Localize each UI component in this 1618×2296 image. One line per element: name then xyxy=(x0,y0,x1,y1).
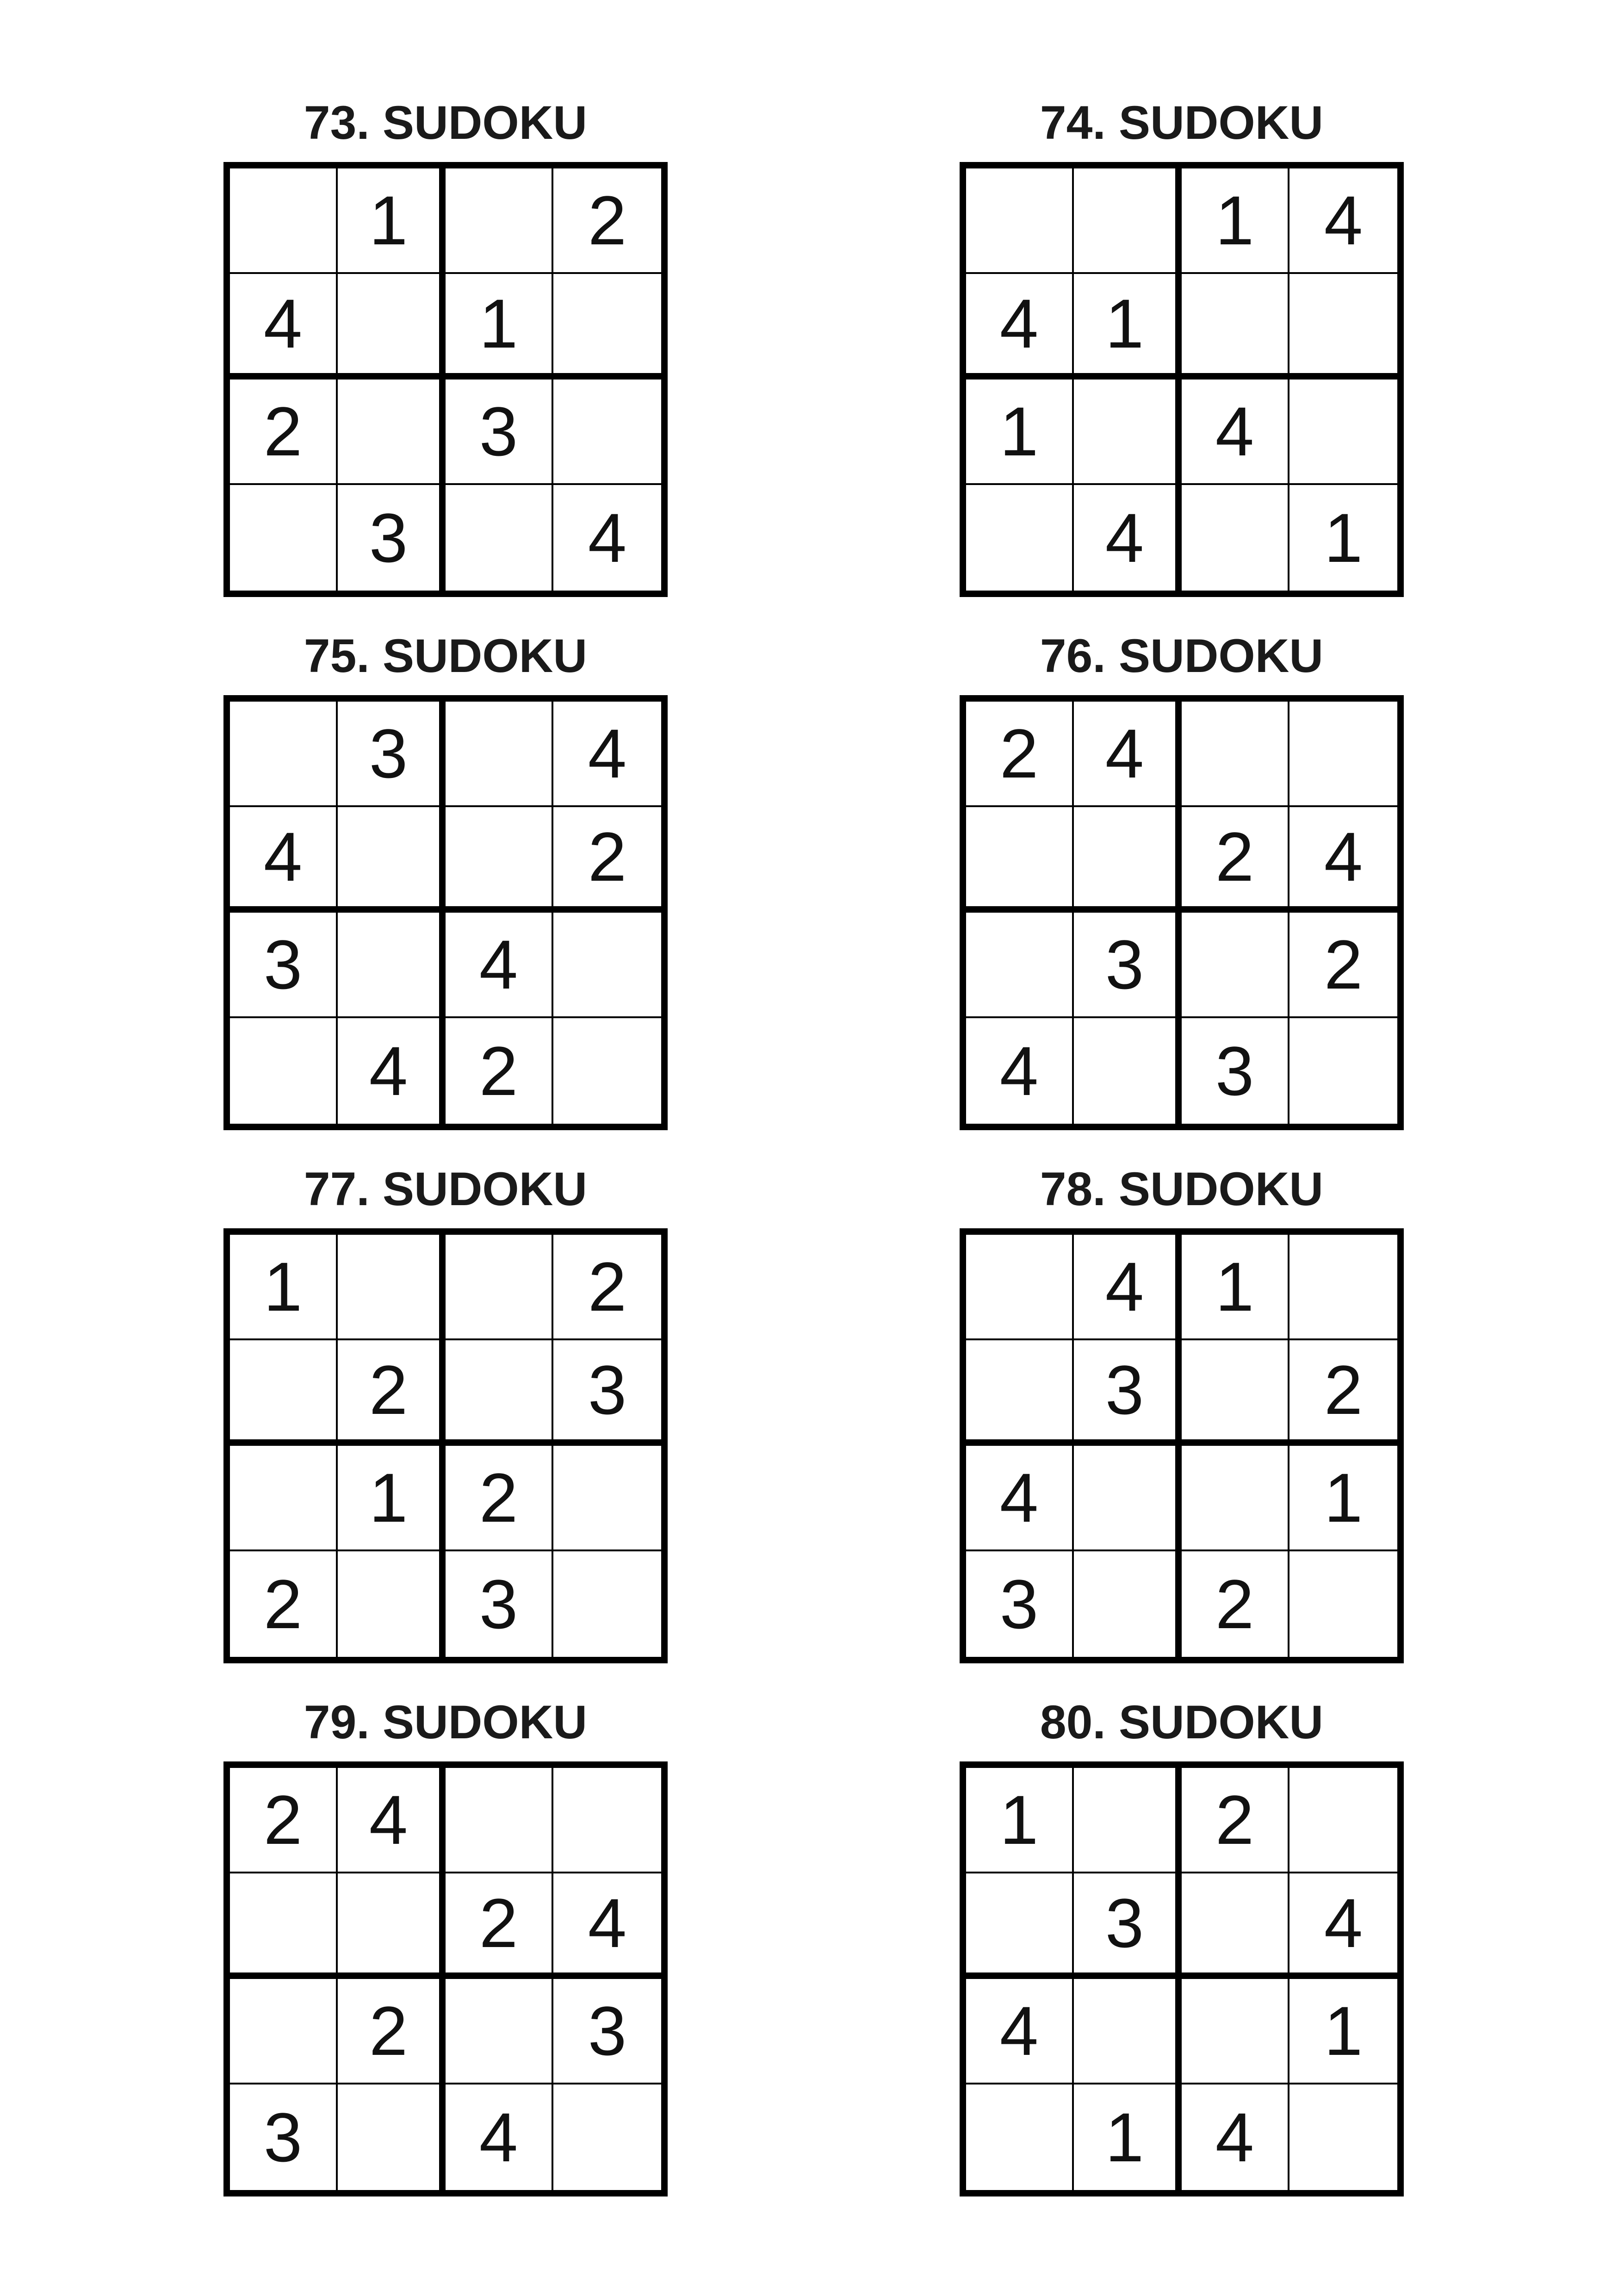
sudoku-cell[interactable] xyxy=(338,807,446,913)
sudoku-cell[interactable]: 3 xyxy=(1074,1873,1182,1979)
sudoku-cell[interactable]: 4 xyxy=(966,1446,1074,1551)
sudoku-cell[interactable]: 1 xyxy=(1324,498,1363,577)
sudoku-cell[interactable] xyxy=(338,1873,446,1979)
sudoku-cell[interactable]: 3 xyxy=(446,1551,553,1657)
sudoku-cell[interactable]: 1 xyxy=(1074,274,1182,380)
sudoku-cell[interactable]: 4 xyxy=(588,498,627,577)
sudoku-cell[interactable]: 2 xyxy=(338,1340,446,1446)
sudoku-cell[interactable] xyxy=(230,702,338,807)
sudoku-cell[interactable]: 2 xyxy=(446,1018,553,1124)
sudoku-cell[interactable]: 2 xyxy=(1289,913,1397,1018)
sudoku-cell[interactable]: 1 xyxy=(1289,1979,1397,2084)
sudoku-cell[interactable] xyxy=(1182,1340,1289,1446)
sudoku-cell[interactable] xyxy=(1182,702,1289,807)
puzzle-title: 74. SUDOKU xyxy=(1040,96,1324,149)
puzzle-title: 80. SUDOKU xyxy=(1040,1696,1324,1748)
sudoku-cell[interactable]: 4 xyxy=(1074,702,1182,807)
sudoku-cell[interactable]: 4 xyxy=(230,274,338,380)
sudoku-cell[interactable] xyxy=(966,807,1074,913)
sudoku-cell[interactable]: 3 xyxy=(1074,1340,1182,1446)
sudoku-cell[interactable] xyxy=(1289,380,1397,485)
sudoku-cell[interactable]: 3 xyxy=(553,1979,661,2084)
sudoku-cell[interactable] xyxy=(446,702,553,807)
sudoku-cell[interactable] xyxy=(338,380,446,485)
sudoku-cell[interactable]: 4 xyxy=(1074,485,1182,591)
sudoku-cell[interactable] xyxy=(230,168,338,274)
sudoku-cell[interactable] xyxy=(1289,1018,1397,1124)
sudoku-cell[interactable] xyxy=(553,274,661,380)
sudoku-cell[interactable]: 4 xyxy=(966,1979,1074,2084)
sudoku-cell[interactable] xyxy=(446,1340,553,1446)
sudoku-cell[interactable] xyxy=(966,1873,1074,1979)
sudoku-cell[interactable]: 3 xyxy=(1182,1018,1289,1124)
sudoku-cell[interactable]: 2 xyxy=(446,1446,553,1551)
sudoku-cell[interactable]: 1 xyxy=(966,380,1074,485)
sudoku-cell[interactable]: 1 xyxy=(1182,1235,1289,1340)
puzzle-title: 75. SUDOKU xyxy=(304,629,588,682)
sudoku-grid xyxy=(960,162,1404,597)
sudoku-grid xyxy=(223,1228,668,1663)
sudoku-cell[interactable] xyxy=(1289,1235,1397,1340)
sudoku-grid xyxy=(960,1761,1404,2196)
sudoku-cell[interactable] xyxy=(1074,168,1182,274)
sudoku-cell[interactable] xyxy=(446,1979,553,2084)
sudoku-cell[interactable] xyxy=(338,1551,446,1657)
sudoku-cell[interactable]: 1 xyxy=(966,1768,1074,1873)
sudoku-cell[interactable] xyxy=(1074,807,1182,913)
sudoku-cell[interactable]: 2 xyxy=(230,1768,338,1873)
sudoku-cell[interactable]: 2 xyxy=(966,702,1074,807)
sudoku-cell[interactable] xyxy=(966,1235,1074,1340)
sudoku-cell[interactable] xyxy=(553,380,661,485)
sudoku-cell[interactable] xyxy=(230,1018,338,1124)
sudoku-cell[interactable] xyxy=(1074,1768,1182,1873)
sudoku-cell[interactable]: 3 xyxy=(966,1551,1074,1657)
sudoku-cell[interactable]: 3 xyxy=(338,485,446,591)
sudoku-cell[interactable]: 3 xyxy=(553,1340,661,1446)
sudoku-cell[interactable]: 2 xyxy=(446,1873,553,1979)
sudoku-cell[interactable] xyxy=(966,1340,1074,1446)
sudoku-cell[interactable] xyxy=(1182,913,1289,1018)
sudoku-cell[interactable] xyxy=(1289,1768,1397,1873)
sudoku-cell[interactable] xyxy=(446,168,553,274)
sudoku-cell[interactable]: 2 xyxy=(553,168,661,274)
sudoku-cell[interactable]: 1 xyxy=(446,274,553,380)
puzzle-title: 73. SUDOKU xyxy=(304,96,588,149)
sudoku-cell[interactable] xyxy=(1074,380,1182,485)
sudoku-cell[interactable] xyxy=(338,1235,446,1340)
sudoku-cell[interactable] xyxy=(446,807,553,913)
sudoku-cell[interactable] xyxy=(1182,1979,1289,2084)
sudoku-cell[interactable]: 4 xyxy=(553,1873,661,1979)
sudoku-cell[interactable]: 4 xyxy=(1182,2084,1289,2190)
sudoku-cell[interactable]: 2 xyxy=(230,1551,338,1657)
sudoku-cell[interactable] xyxy=(966,2084,1074,2190)
sudoku-cell[interactable] xyxy=(338,913,446,1018)
sudoku-cell[interactable] xyxy=(338,274,446,380)
sudoku-cell[interactable] xyxy=(230,1446,338,1551)
sudoku-cell[interactable] xyxy=(1182,1873,1289,1979)
sudoku-cell[interactable] xyxy=(1074,1979,1182,2084)
sudoku-cell[interactable] xyxy=(966,913,1074,1018)
sudoku-grid xyxy=(223,1761,668,2196)
sudoku-cell[interactable] xyxy=(338,2084,446,2190)
sudoku-cell[interactable]: 3 xyxy=(446,380,553,485)
sudoku-grid xyxy=(223,695,668,1130)
sudoku-cell[interactable] xyxy=(553,1018,661,1124)
sudoku-cell[interactable]: 1 xyxy=(338,1446,446,1551)
sudoku-grid xyxy=(960,695,1404,1130)
sudoku-cell[interactable]: 4 xyxy=(553,702,661,807)
sudoku-cell[interactable]: 1 xyxy=(230,1235,338,1340)
sudoku-cell[interactable]: 2 xyxy=(338,1979,446,2084)
sudoku-cell[interactable]: 3 xyxy=(1074,913,1182,1018)
sudoku-cell[interactable] xyxy=(446,485,553,591)
sudoku-cell[interactable]: 2 xyxy=(1289,1340,1397,1446)
sudoku-grid xyxy=(223,162,668,597)
sudoku-cell[interactable] xyxy=(1182,274,1289,380)
sudoku-cell[interactable] xyxy=(1182,485,1289,591)
puzzle-title: 77. SUDOKU xyxy=(304,1163,588,1215)
sudoku-cell[interactable]: 4 xyxy=(966,274,1074,380)
puzzle-title: 79. SUDOKU xyxy=(304,1696,588,1748)
sudoku-cell[interactable] xyxy=(1289,702,1397,807)
sudoku-cell[interactable] xyxy=(553,2084,661,2190)
sudoku-cell[interactable]: 2 xyxy=(1182,1768,1289,1873)
puzzle-title: 78. SUDOKU xyxy=(1040,1163,1324,1215)
sudoku-cell[interactable]: 4 xyxy=(230,807,338,913)
sudoku-cell[interactable]: 4 xyxy=(966,1018,1074,1124)
sudoku-cell[interactable]: 2 xyxy=(1182,807,1289,913)
sudoku-cell[interactable] xyxy=(1289,2084,1397,2190)
sudoku-cell[interactable] xyxy=(1074,1551,1182,1657)
sudoku-cell[interactable]: 4 xyxy=(1289,1873,1397,1979)
sudoku-cell[interactable] xyxy=(230,1340,338,1446)
sudoku-cell[interactable]: 1 xyxy=(338,168,446,274)
sudoku-cell[interactable]: 3 xyxy=(338,702,446,807)
sudoku-cell[interactable]: 4 xyxy=(446,913,553,1018)
sudoku-cell[interactable]: 3 xyxy=(230,913,338,1018)
sudoku-cell[interactable]: 2 xyxy=(553,807,661,913)
sudoku-cell[interactable] xyxy=(230,1979,338,2084)
sudoku-cell[interactable]: 2 xyxy=(553,1235,661,1340)
sudoku-cell[interactable] xyxy=(230,1873,338,1979)
sudoku-cell[interactable]: 4 xyxy=(1074,1235,1182,1340)
sudoku-cell[interactable]: 1 xyxy=(1074,2084,1182,2190)
sudoku-cell[interactable]: 4 xyxy=(1289,168,1397,274)
sudoku-cell[interactable] xyxy=(1074,1018,1182,1124)
sudoku-cell[interactable] xyxy=(553,1551,661,1657)
sudoku-cell[interactable] xyxy=(553,1446,661,1551)
sudoku-cell[interactable] xyxy=(1074,1446,1182,1551)
sudoku-cell[interactable] xyxy=(553,913,661,1018)
sudoku-cell[interactable] xyxy=(1289,274,1397,380)
sudoku-cell[interactable] xyxy=(1289,1551,1397,1657)
sudoku-cell[interactable] xyxy=(230,485,338,591)
sudoku-cell[interactable] xyxy=(446,1235,553,1340)
puzzle-title: 76. SUDOKU xyxy=(1040,629,1324,682)
sudoku-cell[interactable] xyxy=(553,1768,661,1873)
sudoku-cell[interactable]: 4 xyxy=(1289,807,1397,913)
sudoku-grid xyxy=(960,1228,1404,1663)
sudoku-cell[interactable]: 1 xyxy=(1289,1446,1397,1551)
sudoku-cell[interactable] xyxy=(966,168,1074,274)
sudoku-cell[interactable]: 2 xyxy=(230,380,338,485)
sudoku-cell[interactable]: 4 xyxy=(338,1768,446,1873)
sudoku-cell[interactable]: 2 xyxy=(1182,1551,1289,1657)
sudoku-cell[interactable]: 4 xyxy=(338,1018,446,1124)
sudoku-cell[interactable]: 3 xyxy=(230,2084,338,2190)
sudoku-cell[interactable] xyxy=(1182,1446,1289,1551)
sudoku-cell[interactable] xyxy=(966,485,1074,591)
sudoku-cell[interactable]: 1 xyxy=(1182,168,1289,274)
sudoku-cell[interactable] xyxy=(446,1768,553,1873)
sudoku-cell[interactable]: 4 xyxy=(1182,380,1289,485)
sudoku-cell[interactable]: 4 xyxy=(446,2084,553,2190)
